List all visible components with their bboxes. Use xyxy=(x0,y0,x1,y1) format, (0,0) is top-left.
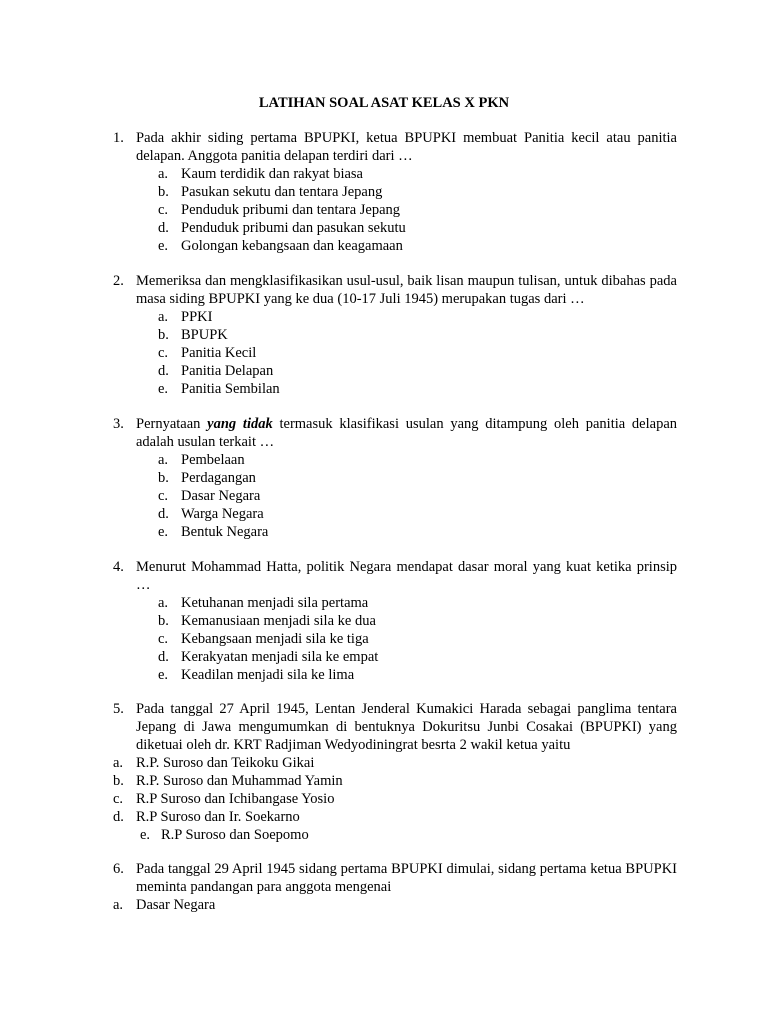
option-letter: a. xyxy=(158,166,169,182)
option-a xyxy=(0,754,768,772)
question-text: Pada tanggal 27 April 1945, Lentan Jenderal Kumakici Harada sebagai panglima tentara Jepang di Jawa mengumumkan di bentuknya Dokuritsu Junbi Cosakai (BPUPKI) yang diketuai oleh dr. KRT Radjiman Wedyodiningrat besrta 2 wakil ketua yaitu xyxy=(136,701,677,753)
option-letter: a. xyxy=(158,595,169,611)
option-e xyxy=(0,380,768,398)
option-letter: d. xyxy=(158,649,169,665)
option-letter: a. xyxy=(158,309,169,325)
option-letter: b. xyxy=(113,773,124,789)
question-text xyxy=(136,415,677,451)
option-b xyxy=(0,326,768,344)
option-e xyxy=(0,666,768,684)
option-text: Kemanusiaan menjadi sila ke dua xyxy=(181,613,376,629)
question-6 xyxy=(0,860,768,914)
question-number: 3. xyxy=(113,416,124,432)
option-text: Penduduk pribumi dan pasukan sekutu xyxy=(181,220,406,236)
option-d xyxy=(0,808,768,826)
option-text: Panitia Kecil xyxy=(181,345,257,361)
option-d xyxy=(0,219,768,237)
document-title: LATIHAN SOAL ASAT KELAS X PKN xyxy=(258,95,510,111)
option-text: Dasar Negara xyxy=(136,897,216,913)
option-letter: c. xyxy=(158,488,169,504)
option-letter: e. xyxy=(158,238,169,254)
question-text: Memeriksa dan mengklasifikasikan usul-usul, baik lisan maupun tulisan, untuk dibahas pada masa siding BPUPKI yang ke dua (10-17 Juli 1945) merupakan tugas dari … xyxy=(136,273,677,307)
option-text: BPUPK xyxy=(181,327,228,343)
option-text: R.P Suroso dan Ir. Soekarno xyxy=(136,809,300,825)
option-letter: b. xyxy=(158,613,169,629)
option-text: Warga Negara xyxy=(181,506,264,522)
option-text: R.P Suroso dan Soepomo xyxy=(161,827,309,843)
option-text: Perdagangan xyxy=(181,470,256,486)
option-letter: d. xyxy=(158,363,169,379)
option-text: R.P. Suroso dan Muhammad Yamin xyxy=(136,773,343,789)
option-b xyxy=(0,612,768,630)
option-letter: c. xyxy=(158,202,169,218)
question-number: 2. xyxy=(113,273,124,289)
question-number: 1. xyxy=(113,130,124,146)
option-c xyxy=(0,790,768,808)
option-e xyxy=(0,523,768,541)
option-b xyxy=(0,469,768,487)
option-letter: d. xyxy=(113,809,124,825)
question-emphasis: yang tidak xyxy=(207,416,273,432)
question-3 xyxy=(0,415,768,541)
question-number: 4. xyxy=(113,559,124,575)
question-4 xyxy=(0,558,768,684)
option-letter: b. xyxy=(158,327,169,343)
option-e xyxy=(0,826,768,844)
option-letter: a. xyxy=(113,755,124,771)
option-text: Panitia Delapan xyxy=(181,363,274,379)
option-text: Kebangsaan menjadi sila ke tiga xyxy=(181,631,369,647)
question-text: Pada tanggal 29 April 1945 sidang pertama BPUPKI dimulai, sidang pertama ketua BPUPKI meminta pandangan para anggota mengenai xyxy=(136,861,677,895)
option-text: Bentuk Negara xyxy=(181,524,269,540)
question-2 xyxy=(0,272,768,398)
option-letter: b. xyxy=(158,184,169,200)
option-text: PPKI xyxy=(181,309,213,325)
option-text: Pembelaan xyxy=(181,452,245,468)
option-b xyxy=(0,772,768,790)
question-number: 6. xyxy=(113,861,124,877)
option-letter: d. xyxy=(158,506,169,522)
question-number: 5. xyxy=(113,701,124,717)
option-a xyxy=(0,594,768,612)
option-d xyxy=(0,505,768,523)
option-a xyxy=(0,451,768,469)
option-b xyxy=(0,183,768,201)
option-text: Kerakyatan menjadi sila ke empat xyxy=(181,649,379,665)
option-text: R.P Suroso dan Ichibangase Yosio xyxy=(136,791,335,807)
option-c xyxy=(0,344,768,362)
question-text: Menurut Mohammad Hatta, politik Negara mendapat dasar moral yang kuat ketika prinsip … xyxy=(136,559,677,593)
option-a xyxy=(0,165,768,183)
option-letter: e. xyxy=(158,524,169,540)
option-a xyxy=(0,308,768,326)
option-text: Ketuhanan menjadi sila pertama xyxy=(181,595,369,611)
option-c xyxy=(0,487,768,505)
option-text: Keadilan menjadi sila ke lima xyxy=(181,667,355,683)
question-1 xyxy=(0,129,768,255)
question-text-before: Pernyataan xyxy=(136,416,201,432)
option-text: Dasar Negara xyxy=(181,488,261,504)
option-letter: a. xyxy=(158,452,169,468)
option-text: Penduduk pribumi dan tentara Jepang xyxy=(181,202,401,218)
question-text: Pada akhir siding pertama BPUPKI, ketua BPUPKI membuat Panitia kecil atau panitia delapan. Anggota panitia delapan terdiri dari … xyxy=(136,130,677,164)
option-letter: a. xyxy=(113,897,124,913)
option-letter: e. xyxy=(158,381,169,397)
option-letter: c. xyxy=(113,791,124,807)
option-text: R.P. Suroso dan Teikoku Gikai xyxy=(136,755,315,771)
option-c xyxy=(0,630,768,648)
option-letter: e. xyxy=(158,667,169,683)
option-e xyxy=(0,237,768,255)
question-5 xyxy=(0,700,768,844)
option-c xyxy=(0,201,768,219)
option-text: Kaum terdidik dan rakyat biasa xyxy=(181,166,363,182)
option-text: Panitia Sembilan xyxy=(181,381,280,397)
option-text: Pasukan sekutu dan tentara Jepang xyxy=(181,184,383,200)
option-d xyxy=(0,362,768,380)
option-d xyxy=(0,648,768,666)
question-text-after: termasuk klasifikasi usulan yang ditampung oleh panitia delapan adalah usulan terkait … xyxy=(136,416,678,450)
option-letter: c. xyxy=(158,345,169,361)
option-text: Golongan kebangsaan dan keagamaan xyxy=(181,238,403,254)
option-letter: e. xyxy=(140,827,151,843)
option-a xyxy=(0,896,768,914)
option-letter: b. xyxy=(158,470,169,486)
option-letter: d. xyxy=(158,220,169,236)
option-letter: c. xyxy=(158,631,169,647)
